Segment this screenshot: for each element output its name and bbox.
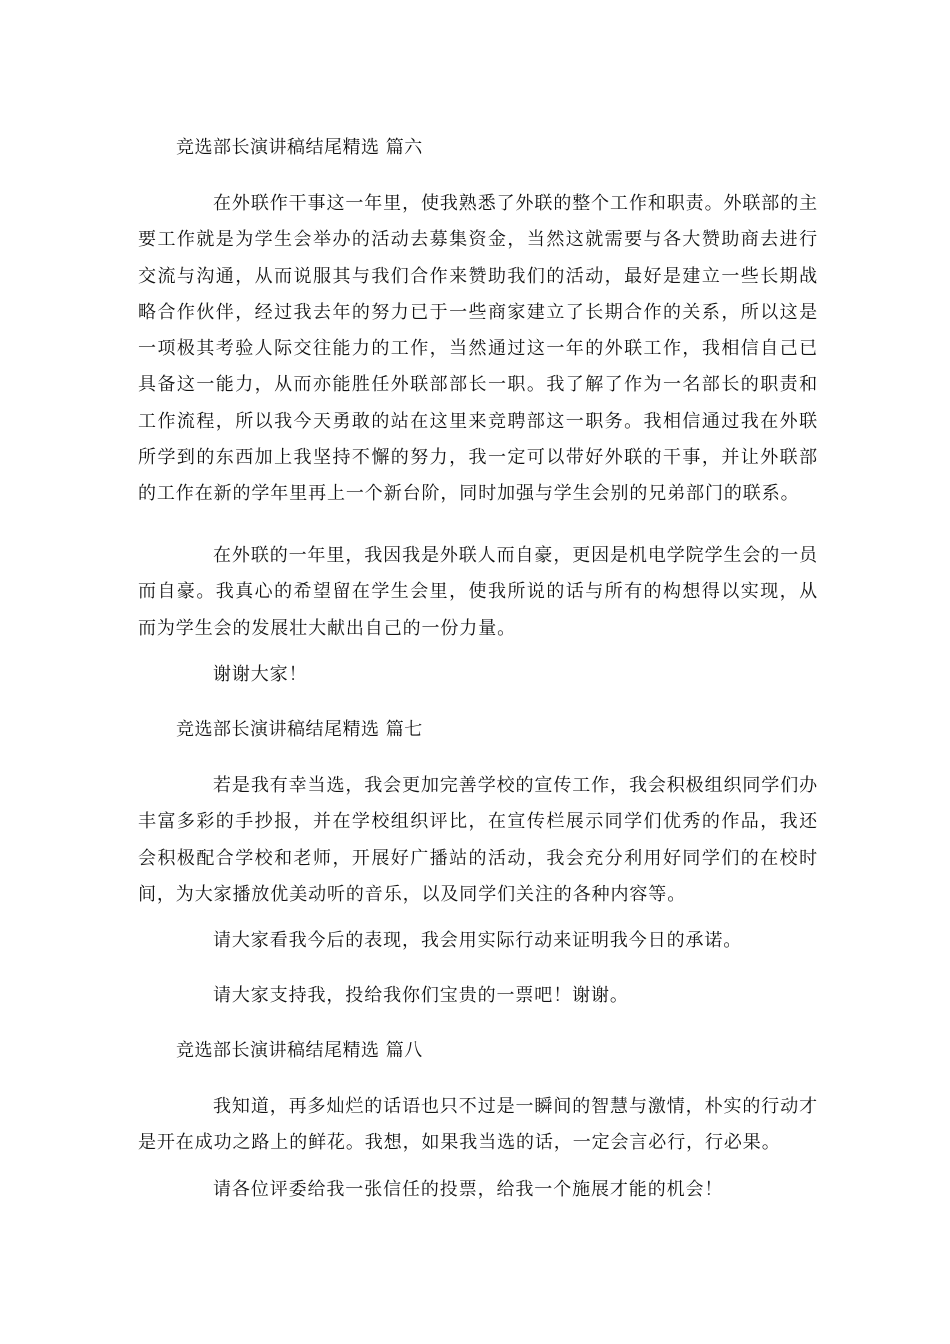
paragraph-action: 我知道，再多灿烂的话语也只不过是一瞬间的智慧与激情，朴实的行动才是开在成功之路上的鲜花。我想，如果我当选的话，一定会言必行，行必果。 bbox=[138, 1096, 818, 1154]
section-heading-8: 竞选部长演讲稿结尾精选 篇八 bbox=[176, 1040, 423, 1061]
section-heading-7: 竞选部长演讲稿结尾精选 篇七 bbox=[176, 719, 423, 740]
paragraph-liaison-experience: 在外联作干事这一年里，使我熟悉了外联的整个工作和职责。外联部的主要工作就是为学生会举办的活动去募集资金，当然这就需要与各大赞助商去进行交流与沟通，从而说服其与我们合作来赞助我们的活动，最好是建立一些长期战略合作伙伴，经过我去年的努力已于一些商家建立了长期合作的关系，所以这是一项极其考验人际交往能力的工作，当然通过这一年的外联工作，我相信自己已具备这一能力，从而亦能胜任外联部部长一职。我了解了作为一名部长的职责和工作流程，所以我今天勇敢的站在这里来竞聘部这一职务。我相信通过我在外联所学到的东西加上我坚持不懈的努力，我一定可以带好外联的干事，并让外联部的工作在新的学年里再上一个新台阶，同时加强与学生会别的兄弟部门的联系。 bbox=[138, 193, 818, 505]
paragraph-pride: 在外联的一年里，我因我是外联人而自豪，更因是机电学院学生会的一员而自豪。我真心的希望留在学生会里，使我所说的话与所有的构想得以实现，从而为学生会的发展壮大献出自己的一份力量。 bbox=[138, 545, 818, 639]
paragraph-publicity-plan: 若是我有幸当选，我会更加完善学校的宣传工作，我会积极组织同学们办丰富多彩的手抄报，并在学校组织评比，在宣传栏展示同学们优秀的作品，我还会积极配合学校和老师，开展好广播站的活动，我会充分利用好同学们的在校时间，为大家播放优美动听的音乐，以及同学们关注的各种内容等。 bbox=[138, 775, 818, 905]
section-heading-6: 竞选部长演讲稿结尾精选 篇六 bbox=[176, 137, 423, 158]
paragraph-judges-request: 请各位评委给我一张信任的投票，给我一个施展才能的机会！ bbox=[213, 1179, 724, 1200]
paragraph-vote-request: 请大家支持我，投给我你们宝贵的一票吧！谢谢。 bbox=[213, 985, 629, 1006]
paragraph-promise: 请大家看我今后的表现，我会用实际行动来证明我今日的承诺。 bbox=[213, 930, 743, 951]
thanks-line: 谢谢大家！ bbox=[213, 664, 308, 685]
